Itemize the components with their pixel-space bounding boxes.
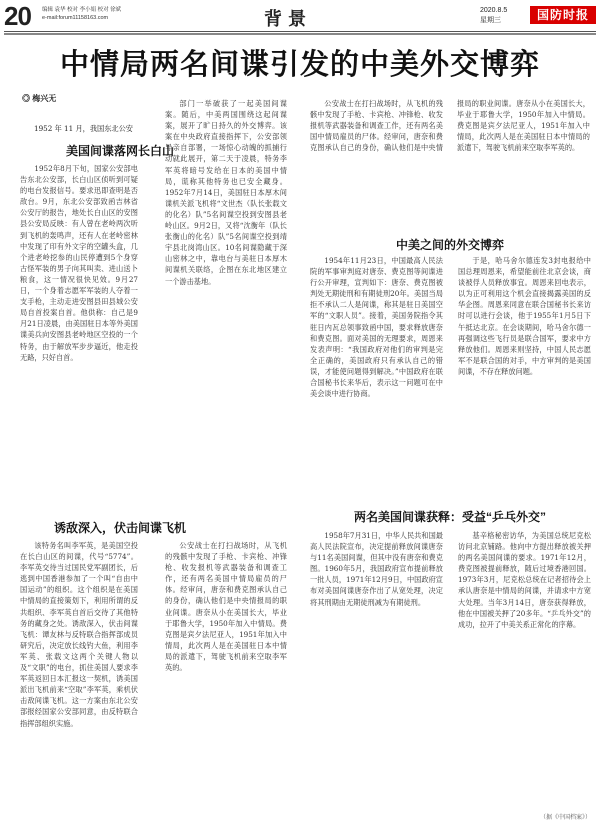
email-line: e-mail:forum11158163.com <box>42 15 109 21</box>
column-8 <box>310 530 443 810</box>
column-3 <box>165 98 287 513</box>
column-9 <box>458 530 591 810</box>
subhead-1: 美国间谍落网长白山 <box>65 144 174 158</box>
headline: 中情局两名间谍引发的中美外交博弈 <box>59 49 540 81</box>
section-title: 背景 <box>264 9 312 29</box>
column-9-text: 基辛格秘密访华，为美国总统尼克松访问北京铺路。他向中方提出释放被关押的两名美国间谍的要求。1971年12月，费克图被提前释放，随后过境香港回国。1973年3月，尼克松总统在记者招待会上承认唐奈是中情局的间谍，并请求中方宽大处理。当年3月14日，唐奈获得释放，他在中国被关押了20多年。“乒乓外交”的成功，拉开了中美关系正常化的序幕。 <box>458 531 591 629</box>
column-5 <box>310 98 590 228</box>
header-rule <box>4 31 596 32</box>
column-1 <box>20 163 138 513</box>
column-2 <box>20 540 138 810</box>
column-2-text: 该特务名叫李军英，是美国空投在长白山区的间谍，代号“5774”。李军英交待当过国民党军副团长，后逃到中国香港参加了一个叫“自由中国运动”的组织。这个组织是在美国中情局的直接策划下，利用所谓的反共组织、李军英自首后交待了其他特务的藏身之处。诱敌深入，伏击间谍飞机：谭友林与反特联合指挥部成员研究后，决定放长线钓大鱼，利用李军英、张载文这两个关键人物以及“文职”的电台，抓住美国人要求李军英返回日本汇报这一契机，诱美国派出飞机前来“空取”李军英，乘机伏击敌间谍飞机。这一方案由东北公安部报经国家公安部同意，由反特联合指挥部组织实施。 <box>20 541 138 728</box>
column-7-text: 于是，哈马舍尔德连发3封电报给中国总理周恩来，希望能前往北京会谈，商谈被俘人员释放事宜。周恩来回电表示，以为正可利用这个机会直接揭露美国的反华企图。周恩来同意在联合国秘书长来访时可以进行会谈，他于1955年1月5日下午抵达北京。在会谈期间，哈马舍尔德一再强调这些飞行员是联合国军，要求中方释放他们。周恩来则坚持，中国人民志愿军不是联合国的对手，中方审判的是美国间谍，不存在释放问题。 <box>458 256 591 376</box>
column-7 <box>458 255 591 500</box>
column-6-text: 1954年11月23日，中国最高人民法院的军事审判庭对唐奈、费克图等间谍进行公开审理，宣判如下：唐奈、费克图被判处无期徒刑和有期徒刑20年。美国当局拒不承认二人是间谍，称其是驻日美国空军的“文职人员”。接着，美国务院指令其驻日内瓦总领事致函中国，要求释放唐奈和费克图。面对美国的无理要求，周恩来发表声明：“我国政府对他们的审判是完全正确的，美国政府只有承认自己的错误，才能使问题得到解决。”中国政府在联合国秘书长来华后，表示这一问题可在中美会谈中进行协商。 <box>310 256 443 399</box>
editor-line: 编辑 袁华 校对 李小娟 校对 徐斌 <box>42 7 122 13</box>
date-line: 2020.8.5 <box>480 7 508 14</box>
column-3-text: 部门一举破获了一起美国间谍案。随后，中美两国围绕这起间谍案，展开了旷日持久的外交博弈。该案在中央政府直接指挥下，公安部领导亲自部署，一场惊心动魄的抓捕行动就此展开，第二天于凌晨，特务李军英将暗号发给在日本的美国中情局，谎称其他特务也已安全藏身。1952年7月14日，美国驻日本厚木间谍机关派飞机将“文世杰（队长张载文的化名）队”5名间谍空投到安图县老岭山区。9月2日，又将“沈衡年（队长张衡山的化名）队”5名间谍空投到靖宇县北岗湾山区。10名间谍隐藏于深山密林之中，靠电台与美驻日本厚木间谍机关联络，企图在东北地区建立一个游击基地。 <box>165 99 287 286</box>
column-4 <box>165 540 287 810</box>
editor-info <box>42 6 121 22</box>
byline: ◎ 梅兴无 <box>22 94 57 103</box>
column-5-text: 公安战士在打扫战场时，从飞机的残骸中发现了手枪、卡宾枪、冲锋枪、收发报机等武器装备和调查工作，还有两名美国中情局雇员的尸体。经审问，唐奈和费克图承认自己的身份，确认他们是中央情报局的职业间谍。唐奈从小在美国长大，毕业于耶鲁大学，1950年加入中情局。费克图是宾夕法尼亚人，1951年加入中情局，此次两人是在美国驻日本中情局的派遣下，驾驶飞机前来空取李军英的。 <box>310 99 590 153</box>
column-4-text: 公安战士在打扫战场时，从飞机的残骸中发现了手枪、卡宾枪、冲锋枪、收发报机等武器装备和调查工作，还有两名美国中情局雇员的尸体。经审问，唐奈和费克图承认自己的身份，确认他们是中央情报局的职业间谍。唐奈从小在美国长大，毕业于耶鲁大学，1950年加入中情局。费克图是宾夕法尼亚人，1951年加入中情局，此次两人是在美国驻日本中情局的派遣下，驾驶飞机前来空取李军英的。 <box>165 541 287 673</box>
issue-date <box>480 6 507 26</box>
lead-paragraph: 1952 年 11 月，我国东北公安 <box>34 124 133 133</box>
page-number: 20 <box>4 1 31 31</box>
column-1-text: 1952年8月下旬，国家公安部电告东北公安部，长白山区侦听到可疑的电台发报信号。要求迅即查明是否敌台。9月，东北公安部致函吉林省公安厅的报告，地处长白山区的安图县公安局反映：有人曾在老岭两次听到飞机的轰鸣声，还有人在老岭密林中发现了印有外文字的空罐头盒，几个进老岭挖参的山民停遭到5个身穿古怪军装的男子向其叫卖、进山送卜粮食，这一情况很快见效。9月27日，一个身着志愿军军装的人夺着一支手枪，主动走进安图县田县城公安局自首投案自首。他供称：自己是9月21日凌晨，由美国驻日本等外美国谍美兵向安图县老岭地区空投的一个特务，由于解放军步步逼近，他走投无路，只好自首。 <box>20 164 138 362</box>
column-6 <box>310 255 443 500</box>
header-rule-double <box>4 33 596 35</box>
subhead-2: 中美之间的外交博弈 <box>395 238 504 252</box>
weekday-line: 星期三 <box>480 17 501 24</box>
subhead-4: 两名美国间谍获释：受益“乒乓外交” <box>353 510 546 524</box>
subhead-3: 诱敌深入，伏击间谍飞机 <box>53 521 186 535</box>
column-8-text: 1958年7月31日，中华人民共和国最高人民法院宣布，决定提前释放间谍唐奈与11名美国间谍，但其中没有唐奈和费克图。1960年5月，我国政府宣布提前释放一批人员，1971年12月9日，中国政府宣布对美国间谍唐奈作出了从宽处理，决定将其刑期由无期徒刑减为有期徒刑。 <box>310 531 443 607</box>
masthead-logo: 国防时报 <box>530 6 596 24</box>
source-note: （据《中国档案》） <box>540 814 592 821</box>
